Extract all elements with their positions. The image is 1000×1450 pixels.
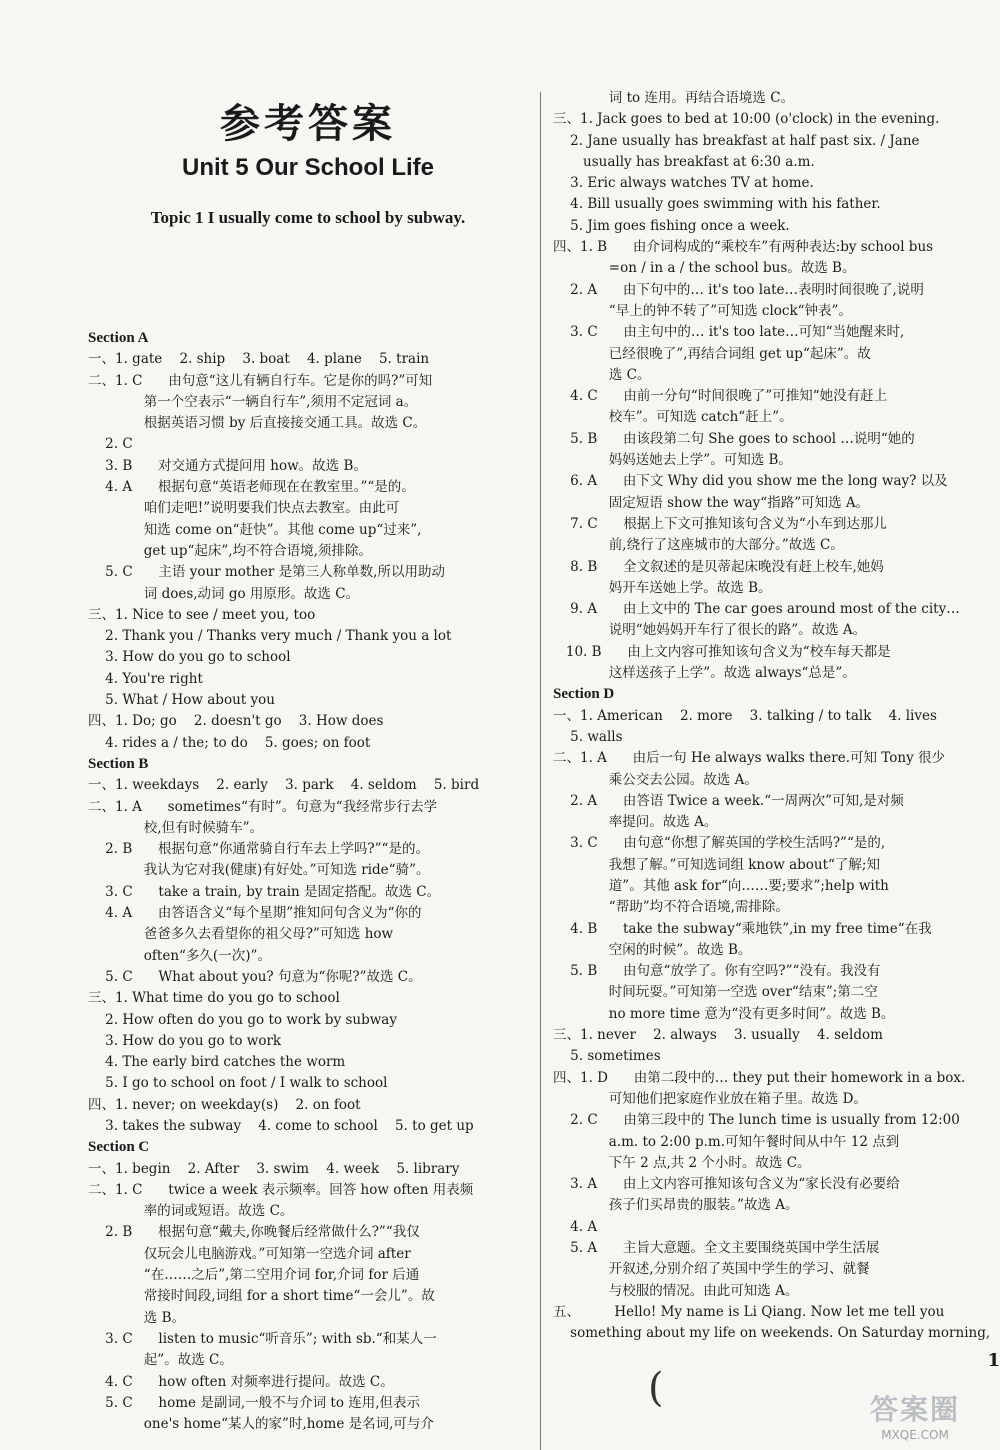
answer-line: a.m. to 2:00 p.m.可知午餐时间从中午 12 点到 xyxy=(553,1133,900,1150)
answer-line: 3. C 由主句中的… it's too late…可知“当她醒来时, xyxy=(553,324,905,341)
handwritten-mark: ( xyxy=(648,1365,664,1411)
answer-line: get up“起床”,均不符合语境,须排除。 xyxy=(88,542,372,559)
answer-line: 仅玩会儿电脑游戏。”可知第一空选介词 after xyxy=(88,1245,411,1262)
answer-line: 起”。故选 C。 xyxy=(88,1352,233,1369)
answer-line: 二、1. C 由句意“这儿有辆自行车。它是你的吗?”可知 xyxy=(88,372,433,389)
answer-line: 根据英语习惯 by 后直接接交通工具。故选 C。 xyxy=(88,415,427,432)
answer-line: 4. C how often 对频率进行提问。故选 C。 xyxy=(88,1373,394,1390)
answer-line: 3. C 由句意“你想了解英国的学校生活吗?”“是的, xyxy=(553,835,886,852)
answer-line: 空闲的时候”。故选 B。 xyxy=(553,941,752,958)
answer-line: 5. C 主语 your mother 是第三人称单数,所以用助动 xyxy=(88,564,445,581)
answer-line: 与校服的情况。由此可知选 A。 xyxy=(553,1282,799,1299)
answer-line: 二、1. C twice a week 表示频率。回答 how often 用表频 xyxy=(88,1181,474,1198)
answer-line: 3. How do you go to work xyxy=(88,1032,282,1049)
answer-line: usually has breakfast at 6:30 a.m. xyxy=(553,153,815,170)
answer-line: 5. C What about you? 句意为“你呢?”故选 C。 xyxy=(88,968,422,985)
answer-line: 4. B take the subway“乘地铁”,in my free time“在我 xyxy=(553,920,932,937)
section-heading: Section D xyxy=(553,686,615,703)
answer-line: 选 B。 xyxy=(88,1309,185,1326)
answer-line: 4. C 由前一分句“时间很晚了”可推知“她没有赶上 xyxy=(553,388,888,405)
answer-line: 3. A 由上文内容可推知该句含义为“家长没有必要给 xyxy=(553,1176,900,1193)
answer-line: “早上的钟不转了”可知选 clock“钟表”。 xyxy=(553,302,852,319)
watermark-text: 答案圈 xyxy=(869,1393,960,1426)
column-divider xyxy=(540,92,541,1450)
answer-line: 率的词或短语。故选 C。 xyxy=(88,1203,294,1220)
answer-line: 3. takes the subway 4. come to school 5. to get up xyxy=(88,1117,474,1134)
watermark-logo xyxy=(840,1388,990,1444)
answer-line: 3. C listen to music“听音乐”; with sb.“和某人一 xyxy=(88,1330,437,1347)
answer-line: “帮助”均不符合语境,需排除。 xyxy=(553,899,789,916)
answer-line: 我认为它对我(健康)有好处。”可知选 ride“骑”。 xyxy=(88,862,430,879)
answer-line: 4. A xyxy=(553,1218,598,1235)
answer-line: 4. rides a / the; to do 5. goes; on foot xyxy=(88,734,371,751)
answer-line: 二、1. A 由后一句 He always walks there.可知 Tony 很少 xyxy=(553,750,945,767)
answer-line: 2. A 由下句中的… it's too late…表明时间很晚了,说明 xyxy=(553,281,924,298)
answer-line: 时间玩耍。”可知第一空选 over“结束”;第二空 xyxy=(553,984,878,1001)
answer-line: 3. B 对交通方式提问用 how。故选 B。 xyxy=(88,457,367,474)
answer-line: 2. C 由第三段中的 The lunch time is usually from 12:00 xyxy=(553,1112,960,1129)
watermark-url: MXQE.COM xyxy=(881,1428,949,1442)
answer-line: 4. Bill usually goes swimming with his father. xyxy=(553,196,881,213)
answer-line: 常接时间段,词组 for a short time“一会儿”。故 xyxy=(88,1288,435,1305)
answer-line: 7. C 根据上下文可推知该句含义为“小车到达那儿 xyxy=(553,515,887,532)
answer-line: 前,绕行了这座城市的大部分。”故选 C。 xyxy=(553,537,844,554)
answer-line: 2. C xyxy=(88,436,133,453)
answer-line: one's home“某人的家”时,home 是名词,可与介 xyxy=(88,1416,434,1433)
answer-line: =on / in a / the school bus。故选 B。 xyxy=(553,260,856,277)
answer-line: 第一个空表示“一辆自行车”,须用不定冠词 a。 xyxy=(88,393,418,410)
answer-line: 开叙述,分别介绍了英国中学生的学习、就餐 xyxy=(553,1261,870,1278)
answer-line: 道”。其他 ask for“向……要;要求”;help with xyxy=(553,877,889,894)
page-title: 参考答案 xyxy=(220,101,396,147)
answer-line: 2. Jane usually has breakfast at half past six. / Jane xyxy=(553,132,920,149)
answer-line: 孩子们买昂贵的服装。”故选 A。 xyxy=(553,1197,799,1214)
answer-line: 5. B 由句意“放学了。你有空吗?”“没有。我没有 xyxy=(553,963,881,980)
answer-line: 2. Thank you / Thanks very much / Thank you a lot xyxy=(88,628,452,645)
answer-line: 一、1. gate 2. ship 3. boat 4. plane 5. train xyxy=(88,351,430,368)
answer-line: 选 C。 xyxy=(553,366,651,383)
answer-line: 4. You're right xyxy=(88,670,203,687)
answer-line: 四、1. never; on weekday(s) 2. on foot xyxy=(88,1096,361,1113)
answer-line: often“多久(一次)”。 xyxy=(88,947,271,964)
answer-line: 校车”。可知选 catch“赶上”。 xyxy=(553,409,793,426)
topic-heading: Topic 1 I usually come to school by subway. xyxy=(150,208,466,227)
answer-line: 3. C take a train, by train 是固定搭配。故选 C。 xyxy=(88,883,441,900)
answer-line: 5. sometimes xyxy=(553,1048,661,1065)
answer-line: 5. A 主旨大意题。全文主要围绕英国中学生活展 xyxy=(553,1240,880,1257)
answer-line: 2. B 根据句意“你通常骑自行车去上学吗?”“是的。 xyxy=(88,841,429,858)
left-lines xyxy=(88,328,528,1435)
section-heading: Section B xyxy=(88,755,149,772)
answer-line: 率提问。故选 A。 xyxy=(553,814,718,831)
answer-line: 4. A 由答语含义“每个星期”推知问句含义为“你的 xyxy=(88,905,422,922)
answer-line: 3. How do you go to school xyxy=(88,649,291,666)
answer-line: 下午 2 点,共 2 个小时。故选 C。 xyxy=(553,1154,811,1171)
answer-line: 4. A 根据句意“英语老师现在在教室里。”“是的。 xyxy=(88,479,415,496)
answer-line: 这样送孩子上学”。故选 always“总是”。 xyxy=(553,665,856,682)
answer-line: 5. Jim goes fishing once a week. xyxy=(553,217,790,234)
answer-line: 三、1. never 2. always 3. usually 4. seldom xyxy=(553,1027,883,1044)
answer-line: 已经很晚了”,再结合词组 get up“起床”。故 xyxy=(553,345,871,362)
answer-line: 五、 Hello! My name is Li Qiang. Now let me tell you xyxy=(553,1303,945,1320)
answer-line: 8. B 全文叙述的是贝蒂起床晚没有赶上校车,她妈 xyxy=(553,558,884,575)
answer-line: 妈开车送她上学。故选 B。 xyxy=(553,579,772,596)
answer-line: 三、1. What time do you go to school xyxy=(88,990,340,1007)
answer-line: “在……之后”,第二空用介词 for,介词 for 后通 xyxy=(88,1267,420,1284)
answer-line: 四、1. Do; go 2. doesn't go 3. How does xyxy=(88,713,384,730)
answer-line: 10. B 由上文内容可推知该句含义为“校车每天都是 xyxy=(553,643,891,660)
answer-line: 四、1. B 由介词构成的“乘校车”有两种表达:by school bus xyxy=(553,239,934,256)
answer-line: 一、1. weekdays 2. early 3. park 4. seldom 5. bird xyxy=(88,777,480,794)
answer-line: 2. A 由答语 Twice a week.“一周两次”可知,是对频 xyxy=(553,792,904,809)
answer-line: 二、1. A sometimes“有时”。句意为“我经常步行去学 xyxy=(88,798,438,815)
right-lines xyxy=(553,88,993,1345)
answer-line: 5. I go to school on foot / I walk to school xyxy=(88,1075,388,1092)
answer-line: 三、1. Jack goes to bed at 10:00 (o'clock) in the evening. xyxy=(553,111,940,128)
answer-line: 一、1. American 2. more 3. talking / to talk 4. lives xyxy=(553,707,937,724)
answer-line: 词 to 连用。再结合语境选 C。 xyxy=(553,90,795,106)
section-heading: Section A xyxy=(88,330,149,346)
answer-line: no more time 意为“没有更多时间”。故选 B。 xyxy=(553,1005,895,1022)
answer-line: 9. A 由上文中的 The car goes around most of the city… xyxy=(553,601,960,618)
answer-line: 5. walls xyxy=(553,728,623,745)
answer-line: 6. A 由下文 Why did you show me the long way? 以及 xyxy=(553,473,948,490)
unit-heading: Unit 5 Our School Life xyxy=(181,154,434,181)
answer-line: 我想了解。”可知选词组 know about“了解;知 xyxy=(553,856,880,873)
answer-line: 校,但有时候骑车”。 xyxy=(88,819,263,836)
answer-line: 乘公交去公园。故选 A。 xyxy=(553,771,758,788)
answer-line: 一、1. begin 2. After 3. swim 4. week 5. library xyxy=(88,1160,460,1177)
answer-line: 可知他们把家庭作业放在箱子里。故选 D。 xyxy=(553,1090,867,1107)
section-heading: Section C xyxy=(88,1139,150,1156)
answer-line: 2. How often do you go to work by subway xyxy=(88,1011,397,1028)
answer-line: 知选 come on“赶快”。其他 come up“过来”, xyxy=(88,521,422,538)
answer-line: 咱们走吧!”说明要我们快点去教室。由此可 xyxy=(88,500,400,517)
answer-line: 妈妈送她去上学”。可知选 B。 xyxy=(553,452,792,469)
answer-line: 5. B 由该段第二句 She goes to school …说明“她的 xyxy=(553,430,915,447)
answer-line: 3. Eric always watches TV at home. xyxy=(553,175,814,192)
answer-line: 说明“她妈妈开车行了很长的路”。故选 A。 xyxy=(553,622,867,639)
page-number: 1 xyxy=(987,1350,1000,1371)
answer-line: something about my life on weekends. On Saturday morning, xyxy=(553,1325,991,1342)
answer-line: 2. B 根据句意“戴夫,你晚餐后经常做什么?”“我仅 xyxy=(88,1224,420,1241)
answer-line: 4. The early bird catches the worm xyxy=(88,1054,346,1071)
answer-line: 5. What / How about you xyxy=(88,692,275,709)
answer-line: 词 does,动词 go 用原形。故选 C。 xyxy=(88,585,360,602)
answer-line: 固定短语 show the way“指路”可知选 A。 xyxy=(553,494,870,511)
answer-line: 爸爸多久去看望你的祖父母?”可知选 how xyxy=(88,926,394,943)
answer-line: 三、1. Nice to see / meet you, too xyxy=(88,606,316,623)
answer-line: 5. C home 是副词,一般不与介词 to 连用,但表示 xyxy=(88,1394,421,1411)
answer-line: 四、1. D 由第二段中的… they put their homework in a box. xyxy=(553,1069,966,1086)
